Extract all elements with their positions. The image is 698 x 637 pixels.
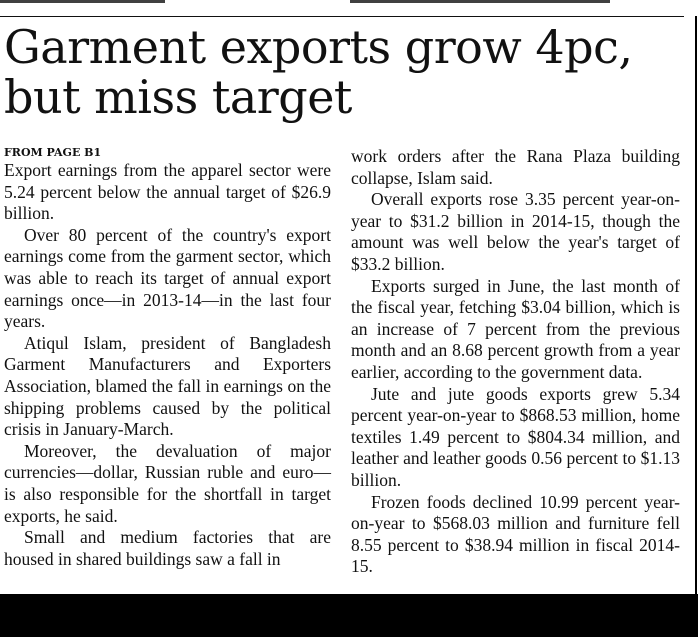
right-column: [351, 146, 680, 578]
kicker: FROM PAGE B1: [4, 146, 102, 159]
paragraph: Export earnings from the apparel sector were 5.24 percent below the annual target of $26.9 billion.: [4, 160, 331, 224]
paragraph: Atiqul Islam, president of Bangladesh Garment Manufacturers and Exporters Association, blamed the fall in earnings on the shipping problems caused by the political crisis in January-March.: [4, 332, 331, 440]
paragraph: Over 80 percent of the country's export earnings come from the garment sector, which was able to reach its target of annual export earnings once—in 2013-14—in the last four years.: [4, 224, 331, 332]
cropped-text-fragment: [350, 0, 610, 3]
left-column: [4, 146, 331, 570]
paragraph: Exports surged in June, the last month of the fiscal year, fetching $3.04 billion, which is an increase of 7 percent from the previous month and an 8.68 percent growth from a year earlier, according to the government data.: [351, 275, 680, 382]
paragraph: work orders after the Rana Plaza building collapse, Islam said.: [351, 146, 680, 188]
paragraph: Frozen foods declined 10.99 percent year-on-year to $568.03 million and furniture fell 8.55 percent to $38.94 million in fiscal 2014-15.: [351, 491, 680, 577]
paragraph: Jute and jute goods exports grew 5.34 percent year-on-year to $868.53 million, home textiles 1.49 percent to $804.34 million, and leather and leather goods 0.56 percent to $1.13 billion.: [351, 383, 680, 490]
paragraph: Small and medium factories that are housed in shared buildings saw a fall in: [4, 527, 331, 569]
cropped-text-fragment: [0, 0, 165, 3]
paragraph: Moreover, the devaluation of major currencies—dollar, Russian ruble and euro—is also responsible for the shortfall in target exports, he said.: [4, 440, 331, 526]
cropped-top-edge: [0, 0, 698, 6]
right-border: [695, 16, 697, 594]
headline: Garment exports grow 4pc, but miss target: [4, 20, 633, 124]
paragraph: Overall exports rose 3.35 percent year-on-year to $31.2 billion in 2014-15, though the amount was well below the year's target of $33.2 billion.: [351, 189, 680, 274]
top-rule: [0, 16, 684, 17]
